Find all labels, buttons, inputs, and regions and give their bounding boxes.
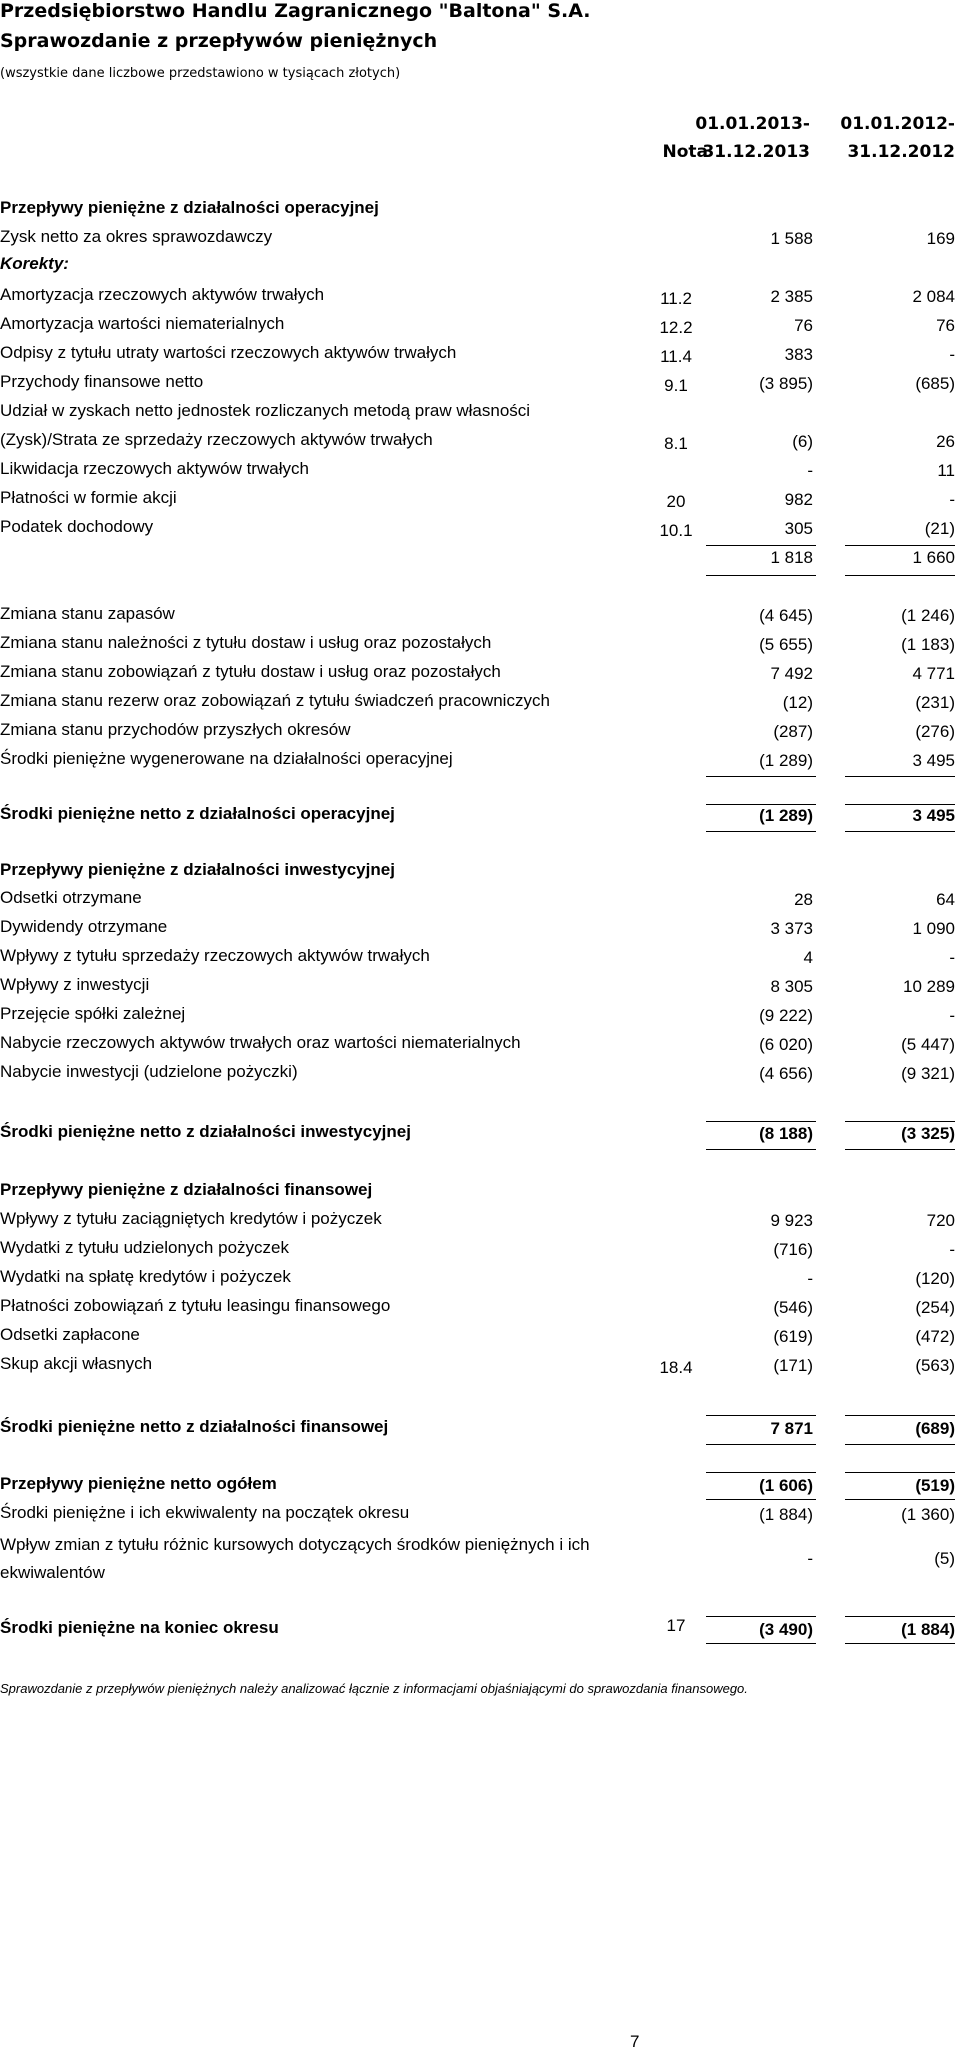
value-2012: - <box>949 948 955 967</box>
row-label: Zmiana stanu rezerw oraz zobowiązań z tytułu świadczeń pracowniczych <box>0 691 550 710</box>
total-bottom-rule <box>706 1643 816 1644</box>
row-label: Wpływ zmian z tytułu różnic kursowych dotyczących środków pieniężnych i ich ekwiwalentów <box>0 1535 590 1582</box>
statement-title: Sprawozdanie z przepływów pieniężnych <box>0 30 438 52</box>
table-row <box>0 1263 960 1291</box>
row-label: Wpływy z inwestycji <box>0 975 150 994</box>
financing-net-row <box>0 1413 960 1441</box>
value-2013: (1 606) <box>759 1476 813 1495</box>
value-2013: (1 884) <box>759 1505 813 1524</box>
table-row <box>0 745 960 773</box>
row-label: Zmiana stanu zapasów <box>0 604 175 623</box>
row-label: Dywidendy otrzymane <box>0 917 168 936</box>
value-2012: (1 884) <box>901 1620 955 1639</box>
table-row <box>0 1292 960 1320</box>
value-2013: (8 188) <box>759 1124 813 1143</box>
value-2013: - <box>807 1549 813 1568</box>
section-investing <box>0 856 960 884</box>
value-2013: (171) <box>773 1356 813 1375</box>
value-2012: 3 495 <box>912 806 955 825</box>
value-2013: 1 818 <box>770 548 813 567</box>
subtotal-bottom-rule <box>845 575 955 576</box>
value-2012: 720 <box>926 1211 955 1230</box>
value-2012: (519) <box>915 1476 955 1495</box>
total-top-rule <box>845 804 955 805</box>
table-row <box>0 629 960 657</box>
value-2012: 10 289 <box>903 977 955 996</box>
table-row <box>0 339 960 367</box>
value-2013: 7 492 <box>770 664 813 683</box>
value-2013: 7 871 <box>770 1419 813 1438</box>
period-2012-header-line1: 01.01.2012- <box>840 114 955 134</box>
value-2013: 383 <box>784 345 813 364</box>
value-2013: (546) <box>773 1298 813 1317</box>
row-label: Środki pieniężne netto z działalności operacyjnej <box>0 804 395 823</box>
value-2012: 2 084 <box>912 287 955 306</box>
row-label: Środki pieniężne netto z działalności inwestycyjnej <box>0 1122 411 1141</box>
row-note: 11.4 <box>660 347 692 366</box>
value-2013: 8 305 <box>770 977 813 996</box>
row-label: Odsetki otrzymane <box>0 888 142 907</box>
total-bottom-rule <box>706 1149 816 1150</box>
value-2012: (21) <box>924 519 955 538</box>
total-rule <box>706 776 816 777</box>
value-2012: (120) <box>915 1269 955 1288</box>
row-label: Odsetki zapłacone <box>0 1325 140 1344</box>
value-2012: (254) <box>915 1298 955 1317</box>
value-2013: (6 020) <box>759 1035 813 1054</box>
table-row <box>0 687 960 715</box>
value-2013: 28 <box>794 890 813 909</box>
value-2013: 1 588 <box>770 229 813 248</box>
row-label: Zmiana stanu należności z tytułu dostaw i usług oraz pozostałych <box>0 633 492 652</box>
table-row <box>0 600 960 628</box>
row-label: Zmiana stanu przychodów przyszłych okresów <box>0 720 351 739</box>
row-label: Amortyzacja rzeczowych aktywów trwałych <box>0 285 325 304</box>
row-label: Przepływy pieniężne z działalności operacyjnej <box>0 198 379 217</box>
operating-net-row <box>0 800 960 828</box>
row-label: Zmiana stanu zobowiązań z tytułu dostaw i usług oraz pozostałych <box>0 662 501 681</box>
value-2013: - <box>807 1269 813 1288</box>
value-2012: (685) <box>915 374 955 393</box>
value-2012: 26 <box>936 432 955 451</box>
value-2012: (3 325) <box>901 1124 955 1143</box>
value-2013: 2 385 <box>770 287 813 306</box>
cash-end-row <box>0 1614 960 1642</box>
row-label: Przepływy pieniężne z działalności finansowej <box>0 1180 373 1199</box>
table-row <box>0 971 960 999</box>
row-label: Zysk netto za okres sprawozdawczy <box>0 227 273 246</box>
value-2013: (3 895) <box>759 374 813 393</box>
value-2013: 9 923 <box>770 1211 813 1230</box>
table-row <box>0 1058 960 1086</box>
value-2013: - <box>807 461 813 480</box>
value-2013: (4 656) <box>759 1064 813 1083</box>
value-2012: 1 660 <box>912 548 955 567</box>
table-row <box>0 223 960 251</box>
value-2013: (9 222) <box>759 1006 813 1025</box>
table-row <box>0 484 960 512</box>
value-2013: (5 655) <box>759 635 813 654</box>
total-bottom-rule <box>845 1643 955 1644</box>
row-note: 17 <box>666 1616 686 1635</box>
value-2012: (1 183) <box>901 635 955 654</box>
row-label: Nabycie inwestycji (udzielone pożyczki) <box>0 1062 298 1081</box>
table-row <box>0 368 960 396</box>
corrections-label <box>0 250 960 278</box>
investing-net-row <box>0 1118 960 1146</box>
value-2013: 4 <box>803 948 813 967</box>
row-label: Odpisy z tytułu utraty wartości rzeczowych aktywów trwałych <box>0 343 457 362</box>
value-2012: 169 <box>926 229 955 248</box>
table-row <box>0 397 960 425</box>
table-row <box>0 513 960 541</box>
value-2013: 76 <box>794 316 813 335</box>
value-2012: (5 447) <box>901 1035 955 1054</box>
table-row <box>0 1499 960 1527</box>
total-rule <box>845 776 955 777</box>
period-2013-header-line1: 01.01.2013- <box>695 114 810 134</box>
row-label: (Zysk)/Strata ze sprzedaży rzeczowych aktywów trwałych <box>0 430 433 449</box>
units-note: (wszystkie dane liczbowe przedstawiono w tysiącach złotych) <box>0 66 401 81</box>
row-note: 10.1 <box>659 521 693 540</box>
table-row <box>0 1350 960 1378</box>
value-2013: (6) <box>792 432 813 451</box>
row-label: Przychody finansowe netto <box>0 372 204 391</box>
table-row <box>0 1234 960 1262</box>
value-2012: 11 <box>937 461 955 480</box>
value-2012: 76 <box>936 316 955 335</box>
table-row <box>0 942 960 970</box>
subtotal-row <box>0 542 960 570</box>
value-2012: - <box>949 1006 955 1025</box>
value-2013: 305 <box>784 519 813 538</box>
net-total-row <box>0 1470 960 1498</box>
value-2013: (716) <box>773 1240 813 1259</box>
section-operating <box>0 194 960 222</box>
table-row <box>0 716 960 744</box>
row-note: 11.2 <box>660 289 692 308</box>
value-2012: (9 321) <box>901 1064 955 1083</box>
value-2012: 4 771 <box>912 664 955 683</box>
value-2013: (4 645) <box>759 606 813 625</box>
table-row <box>0 281 960 309</box>
row-label: Przepływy pieniężne z działalności inwestycyjnej <box>0 860 395 879</box>
row-label: Płatności zobowiązań z tytułu leasingu finansowego <box>0 1296 391 1315</box>
table-row <box>0 1205 960 1233</box>
value-2012: (231) <box>915 693 955 712</box>
row-label: Wydatki z tytułu udzielonych pożyczek <box>0 1238 289 1257</box>
row-note: 8.1 <box>664 434 688 453</box>
table-row <box>0 658 960 686</box>
value-2013: (12) <box>782 693 813 712</box>
table-row <box>0 884 960 912</box>
table-row <box>0 1321 960 1349</box>
value-2013: (619) <box>773 1327 813 1346</box>
table-row <box>0 1000 960 1028</box>
value-2012: - <box>949 1240 955 1259</box>
value-2012: (276) <box>915 722 955 741</box>
company-name: Przedsiębiorstwo Handlu Zagranicznego "Baltona" S.A. <box>0 0 591 22</box>
row-label: Podatek dochodowy <box>0 517 154 536</box>
value-2012: (1 246) <box>901 606 955 625</box>
section-financing <box>0 1176 960 1204</box>
row-label: Przejęcie spółki zależnej <box>0 1004 186 1023</box>
table-row <box>0 310 960 338</box>
row-label: Przepływy pieniężne netto ogółem <box>0 1474 277 1493</box>
period-2013-header-line2: 31.12.2013 <box>702 142 810 162</box>
total-bottom-rule <box>845 1149 955 1150</box>
value-2012: - <box>949 345 955 364</box>
subtotal-bottom-rule <box>706 575 816 576</box>
value-2013: 3 373 <box>770 919 813 938</box>
page-number: 7 <box>630 2032 640 2051</box>
row-note: 9.1 <box>664 376 688 395</box>
value-2012: (563) <box>915 1356 955 1375</box>
row-label: Likwidacja rzeczowych aktywów trwałych <box>0 459 309 478</box>
row-label: Środki pieniężne i ich ekwiwalenty na początek okresu <box>0 1503 410 1522</box>
row-label: Płatności w formie akcji <box>0 488 177 507</box>
value-2012: 64 <box>936 890 955 909</box>
value-2012: - <box>949 490 955 509</box>
value-2012: (5) <box>934 1549 955 1568</box>
period-2012-header-line2: 31.12.2012 <box>847 142 955 162</box>
total-bottom-rule <box>845 831 955 832</box>
total-bottom-rule <box>706 831 816 832</box>
value-2013: 982 <box>784 490 813 509</box>
value-2012: (689) <box>915 1419 955 1438</box>
table-row <box>0 913 960 941</box>
row-note: 20 <box>666 492 686 511</box>
row-label: Środki pieniężne netto z działalności finansowej <box>0 1417 389 1436</box>
row-label: Środki pieniężne na koniec okresu <box>0 1618 279 1637</box>
footnote: Sprawozdanie z przepływów pieniężnych należy analizować łącznie z informacjami objaśniającymi do sprawozdania finansowego. <box>0 1681 748 1696</box>
row-note: 12.2 <box>659 318 693 337</box>
value-2012: (1 360) <box>901 1505 955 1524</box>
value-2012: 1 090 <box>912 919 955 938</box>
row-label: Wpływy z tytułu zaciągniętych kredytów i pożyczek <box>0 1209 382 1228</box>
row-label: Korekty: <box>0 254 69 273</box>
total-bottom-rule <box>845 1444 955 1445</box>
value-2013: (1 289) <box>759 751 813 770</box>
value-2012: (472) <box>915 1327 955 1346</box>
value-2013: (3 490) <box>759 1620 813 1639</box>
value-2013: (287) <box>773 722 813 741</box>
table-row <box>0 1531 960 1589</box>
note-column-header: Nota <box>662 142 708 162</box>
row-note: 18.4 <box>659 1358 693 1377</box>
row-label: Skup akcji własnych <box>0 1354 153 1373</box>
row-label: Udział w zyskach netto jednostek rozliczanych metodą praw własności <box>0 401 531 420</box>
value-2013: (1 289) <box>759 806 813 825</box>
table-row <box>0 455 960 483</box>
row-label: Amortyzacja wartości niematerialnych <box>0 314 285 333</box>
row-label: Wpływy z tytułu sprzedaży rzeczowych aktywów trwałych <box>0 946 430 965</box>
row-label: Nabycie rzeczowych aktywów trwałych oraz wartości niematerialnych <box>0 1033 521 1052</box>
value-2012: 3 495 <box>912 751 955 770</box>
table-row <box>0 426 960 454</box>
row-label: Wydatki na spłatę kredytów i pożyczek <box>0 1267 291 1286</box>
table-row <box>0 1029 960 1057</box>
total-top-rule <box>706 804 816 805</box>
row-label: Środki pieniężne wygenerowane na działalności operacyjnej <box>0 749 453 768</box>
total-bottom-rule <box>706 1444 816 1445</box>
